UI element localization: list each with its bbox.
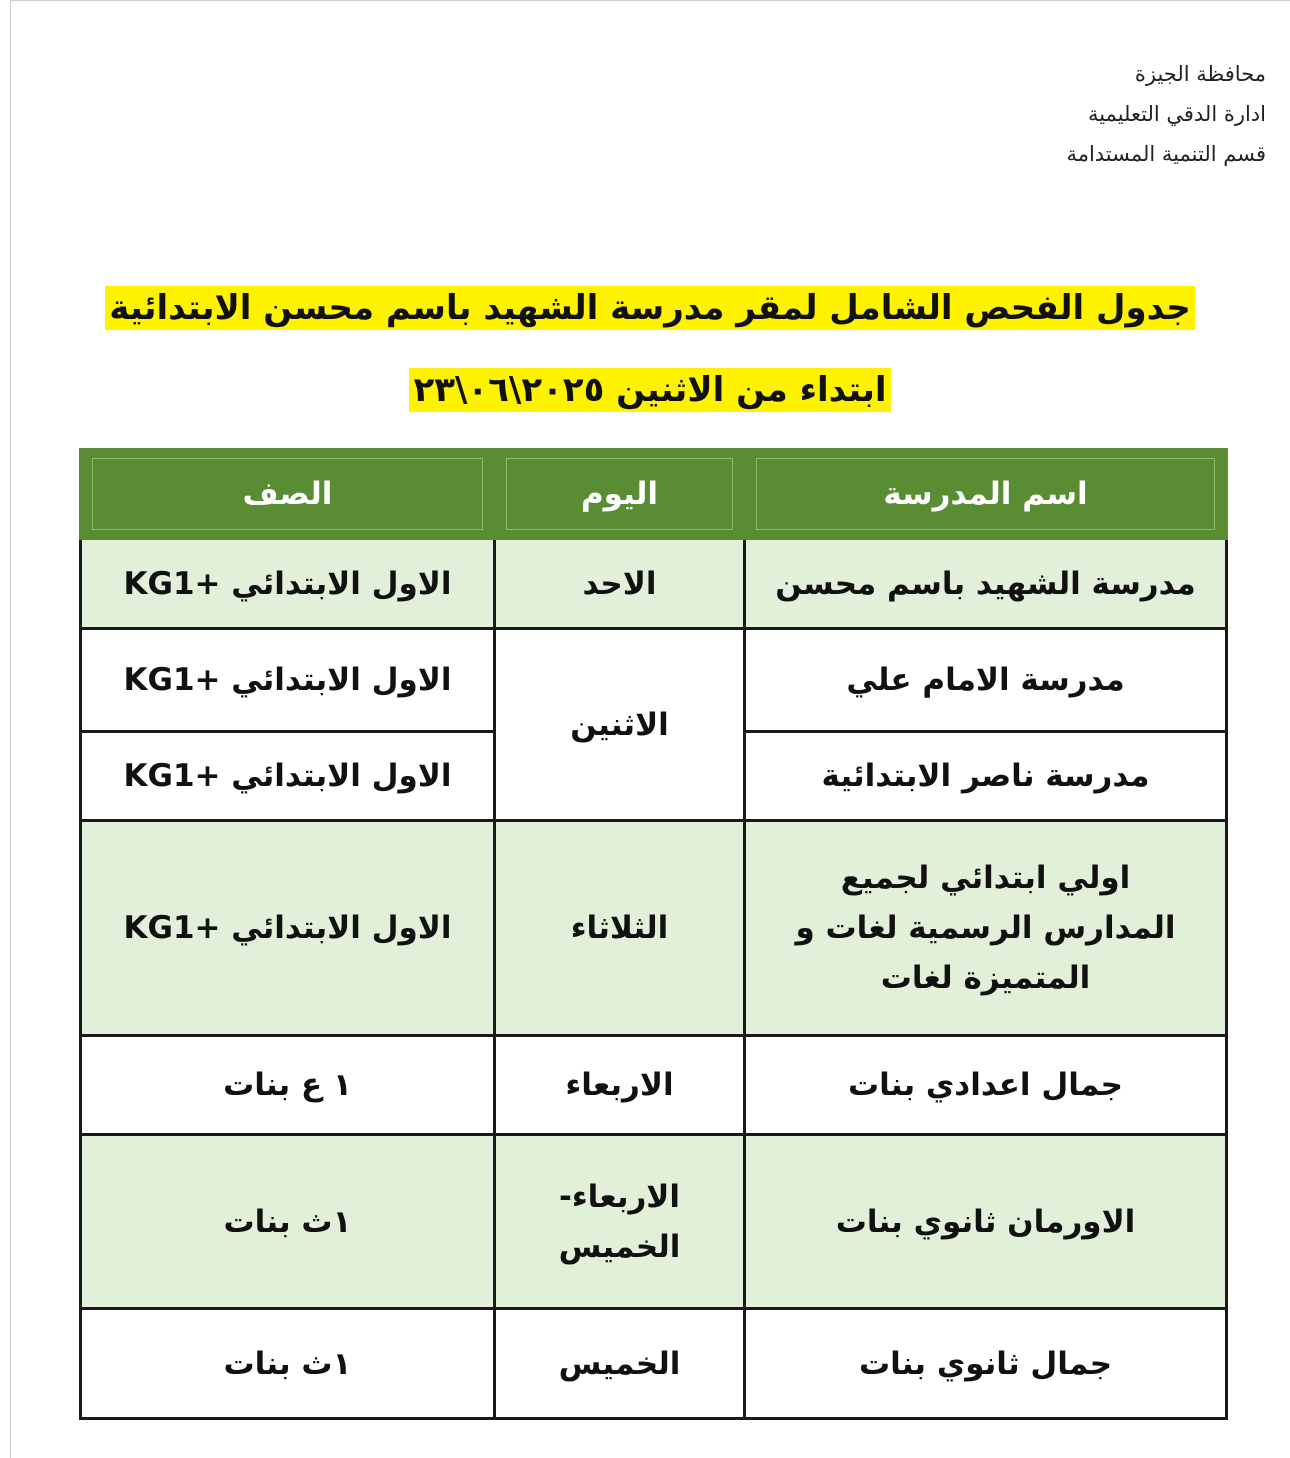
table-row <box>81 629 1227 732</box>
day-cell: الاربعاء <box>495 1036 745 1135</box>
table-row <box>81 539 1227 629</box>
organization-header <box>1066 54 1266 174</box>
administration-label: ادارة الدقي التعليمية <box>1087 102 1266 126</box>
page-top-border <box>10 0 1290 1</box>
department-label: قسم التنمية المستدامة <box>1066 142 1266 166</box>
school-cell: اولي ابتدائي لجميع المدارس الرسمية لغات و المتميزة لغات <box>745 821 1227 1036</box>
grade-cell: الاول الابتدائي +KG1 <box>81 732 495 821</box>
day-cell: الخميس <box>495 1309 745 1419</box>
title-text-2: ابتداء من الاثنين ٢٠٢٥\٠٦\٢٣ <box>409 368 890 412</box>
table-row <box>81 1036 1227 1135</box>
grade-cell: الاول الابتدائي +KG1 <box>81 821 495 1036</box>
grade-cell: ١ث بنات <box>81 1135 495 1309</box>
school-cell: الاورمان ثانوي بنات <box>745 1135 1227 1309</box>
school-cell: مدرسة الامام علي <box>745 629 1227 732</box>
grade-cell: ١ث بنات <box>81 1309 495 1419</box>
table-header-row <box>81 450 1227 539</box>
governorate-label: محافظة الجيزة <box>1134 62 1266 86</box>
school-cell: مدرسة الشهيد باسم محسن <box>745 539 1227 629</box>
schedule-table <box>79 448 1228 1420</box>
school-cell: مدرسة ناصر الابتدائية <box>745 732 1227 821</box>
title-line-1 <box>0 288 1290 328</box>
page-left-border <box>10 0 11 1458</box>
school-cell: جمال ثانوي بنات <box>745 1309 1227 1419</box>
grade-cell: الاول الابتدائي +KG1 <box>81 539 495 629</box>
column-header-school: اسم المدرسة <box>745 450 1227 539</box>
day-cell: الاثنين <box>495 629 745 821</box>
table-row <box>81 1309 1227 1419</box>
grade-cell: الاول الابتدائي +KG1 <box>81 629 495 732</box>
day-cell: الاربعاء- الخميس <box>495 1135 745 1309</box>
table-row <box>81 821 1227 1036</box>
grade-cell: ١ ع بنات <box>81 1036 495 1135</box>
column-header-grade: الصف <box>81 450 495 539</box>
column-header-day: اليوم <box>495 450 745 539</box>
title-line-2 <box>0 370 1290 410</box>
school-cell: جمال اعدادي بنات <box>745 1036 1227 1135</box>
day-cell: الاحد <box>495 539 745 629</box>
table-row <box>81 1135 1227 1309</box>
title-text-1: جدول الفحص الشامل لمقر مدرسة الشهيد باسم محسن الابتدائية <box>105 286 1194 330</box>
day-cell: الثلاثاء <box>495 821 745 1036</box>
